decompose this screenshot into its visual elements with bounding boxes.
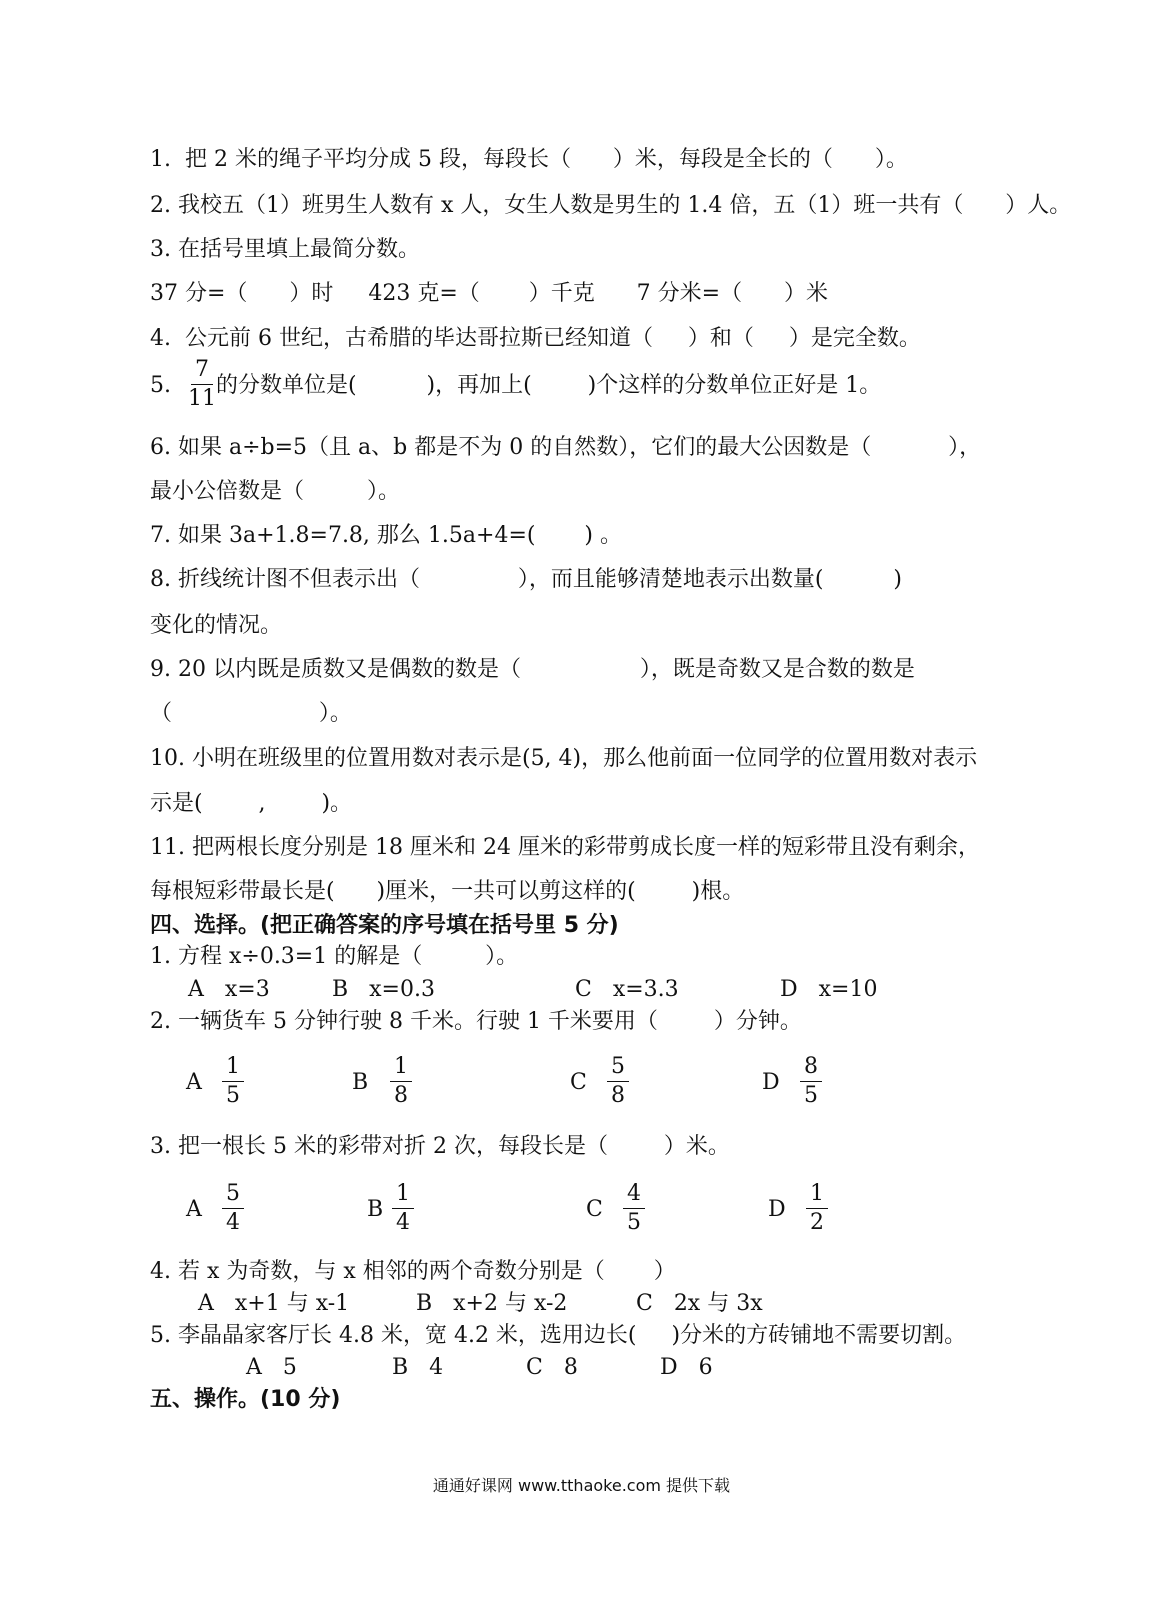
fraction-denominator: 2 xyxy=(810,1210,824,1235)
option-fraction xyxy=(607,1055,629,1108)
fraction-denominator: 8 xyxy=(611,1083,625,1108)
option-label: C xyxy=(570,1070,587,1095)
option-fraction xyxy=(800,1055,822,1108)
fraction-numerator: 1 xyxy=(396,1181,410,1206)
question-7: 7. 如果 3a+1.8=7.8, 那么 1.5a+4=( ) 。 xyxy=(150,523,622,548)
fraction-numerator: 1 xyxy=(226,1054,240,1079)
fraction-bar xyxy=(623,1208,645,1209)
question-5-number: 5. xyxy=(150,373,171,398)
choice-question-1: 1. 方程 x÷0.3=1 的解是（ ）。 xyxy=(150,944,519,969)
option-fraction xyxy=(390,1055,412,1108)
fraction-denominator: 8 xyxy=(394,1083,408,1108)
question-6-line-2: 最小公倍数是（ ）。 xyxy=(150,479,400,504)
section-5-title: 五、操作。(10 分) xyxy=(150,1387,341,1412)
choice-1-option-b: B x=0.3 xyxy=(332,977,435,1002)
choice-5-option-a: A 5 xyxy=(246,1355,297,1380)
fraction-numerator: 5 xyxy=(226,1181,240,1206)
option-fraction xyxy=(806,1182,828,1235)
question-3: 3. 在括号里填上最简分数。 xyxy=(150,237,420,262)
fraction-numerator: 7 xyxy=(195,357,209,382)
footer-credit: 通通好课网 www.tthaoke.com 提供下载 xyxy=(432,1476,731,1495)
question-8-line-1: 8. 折线统计图不但表示出（ ），而且能够清楚地表示出数量( ) xyxy=(150,567,902,592)
fraction-numerator: 8 xyxy=(804,1054,818,1079)
question-6-line-1: 6. 如果 a÷b=5（且 a、b 都是不为 0 的自然数），它们的最大公因数是（ ）， xyxy=(150,435,982,460)
fraction-bar xyxy=(222,1081,244,1082)
fraction-bar xyxy=(806,1208,828,1209)
fraction-numerator: 5 xyxy=(611,1054,625,1079)
fraction-bar xyxy=(222,1208,244,1209)
option-label: C xyxy=(586,1197,603,1222)
option-label: B xyxy=(367,1197,384,1222)
option-label: D xyxy=(762,1070,780,1095)
choice-1-option-a: A x=3 xyxy=(188,977,270,1002)
question-10-line-1: 10. 小明在班级里的位置用数对表示是(5, 4)，那么他前面一位同学的位置用数对表示 xyxy=(150,746,978,771)
choice-4-option-a: A x+1 与 x-1 xyxy=(198,1291,350,1316)
option-label: B xyxy=(352,1070,369,1095)
question-5-text: 的分数单位是( )，再加上( )个这样的分数单位正好是 1。 xyxy=(216,373,882,398)
choice-4-option-c: C 2x 与 3x xyxy=(636,1291,763,1316)
option-fraction xyxy=(392,1182,414,1235)
question-8-line-2: 变化的情况。 xyxy=(150,613,283,638)
fraction-numerator: 4 xyxy=(627,1181,641,1206)
fraction-bar xyxy=(390,1081,412,1082)
choice-5-option-d: D 6 xyxy=(660,1355,713,1380)
fraction-denominator: 5 xyxy=(226,1083,240,1108)
fraction-denominator: 5 xyxy=(804,1083,818,1108)
option-fraction xyxy=(222,1055,244,1108)
option-label: A xyxy=(186,1070,202,1095)
choice-1-option-d: D x=10 xyxy=(780,977,878,1002)
option-fraction xyxy=(222,1182,244,1235)
choice-question-3: 3. 把一根长 5 米的彩带对折 2 次，每段长是（ ）米。 xyxy=(150,1134,730,1159)
option-label: D xyxy=(768,1197,786,1222)
question-9-line-1: 9. 20 以内既是质数又是偶数的数是（ ），既是奇数又是合数的数是 xyxy=(150,657,915,682)
section-4-title: 四、选择。(把正确答案的序号填在括号里 5 分) xyxy=(150,913,619,938)
fraction-bar xyxy=(607,1081,629,1082)
fraction-denominator: 4 xyxy=(396,1210,410,1235)
question-3-items: 37 分=（ ）时 423 克=（ ）千克 7 分米=（ ）米 xyxy=(150,281,829,306)
question-9-line-2: （ ）。 xyxy=(150,701,352,726)
fraction-bar xyxy=(392,1208,414,1209)
choice-1-option-c: C x=3.3 xyxy=(575,977,679,1002)
choice-question-2: 2. 一辆货车 5 分钟行驶 8 千米。行驶 1 千米要用（ ）分钟。 xyxy=(150,1009,802,1034)
choice-4-option-b: B x+2 与 x-2 xyxy=(416,1291,568,1316)
question-10-line-2: 示是( , )。 xyxy=(150,791,353,816)
fraction-numerator: 1 xyxy=(810,1181,824,1206)
question-11-line-1: 11. 把两根长度分别是 18 厘米和 24 厘米的彩带剪成长度一样的短彩带且没有剩余， xyxy=(150,835,980,860)
choice-5-option-b: B 4 xyxy=(392,1355,444,1380)
question-1: 1. 把 2 米的绳子平均分成 5 段，每段长（ ）米，每段是全长的（ ）。 xyxy=(150,147,908,172)
choice-5-option-c: C 8 xyxy=(526,1355,578,1380)
choice-question-4: 4. 若 x 为奇数，与 x 相邻的两个奇数分别是（ ） xyxy=(150,1259,676,1284)
question-11-line-2: 每根短彩带最长是( )厘米，一共可以剪这样的( )根。 xyxy=(150,879,745,904)
option-fraction xyxy=(623,1182,645,1235)
fraction-denominator: 4 xyxy=(226,1210,240,1235)
option-label: A xyxy=(186,1197,202,1222)
question-2: 2. 我校五（1）班男生人数有 x 人，女生人数是男生的 1.4 倍，五（1）班一共有（ ）人。 xyxy=(150,193,1072,218)
question-4: 4. 公元前 6 世纪，古希腊的毕达哥拉斯已经知道（ ）和（ ）是完全数。 xyxy=(150,326,921,351)
fraction-denominator: 5 xyxy=(627,1210,641,1235)
fraction-numerator: 1 xyxy=(394,1054,408,1079)
fraction-denominator: 11 xyxy=(188,386,216,411)
choice-question-5: 5. 李晶晶家客厅长 4.8 米，宽 4.2 米，选用边长( )分米的方砖铺地不需要切割。 xyxy=(150,1323,967,1348)
fraction-bar xyxy=(191,384,213,385)
question-5-fraction xyxy=(188,358,216,411)
fraction-bar xyxy=(800,1081,822,1082)
